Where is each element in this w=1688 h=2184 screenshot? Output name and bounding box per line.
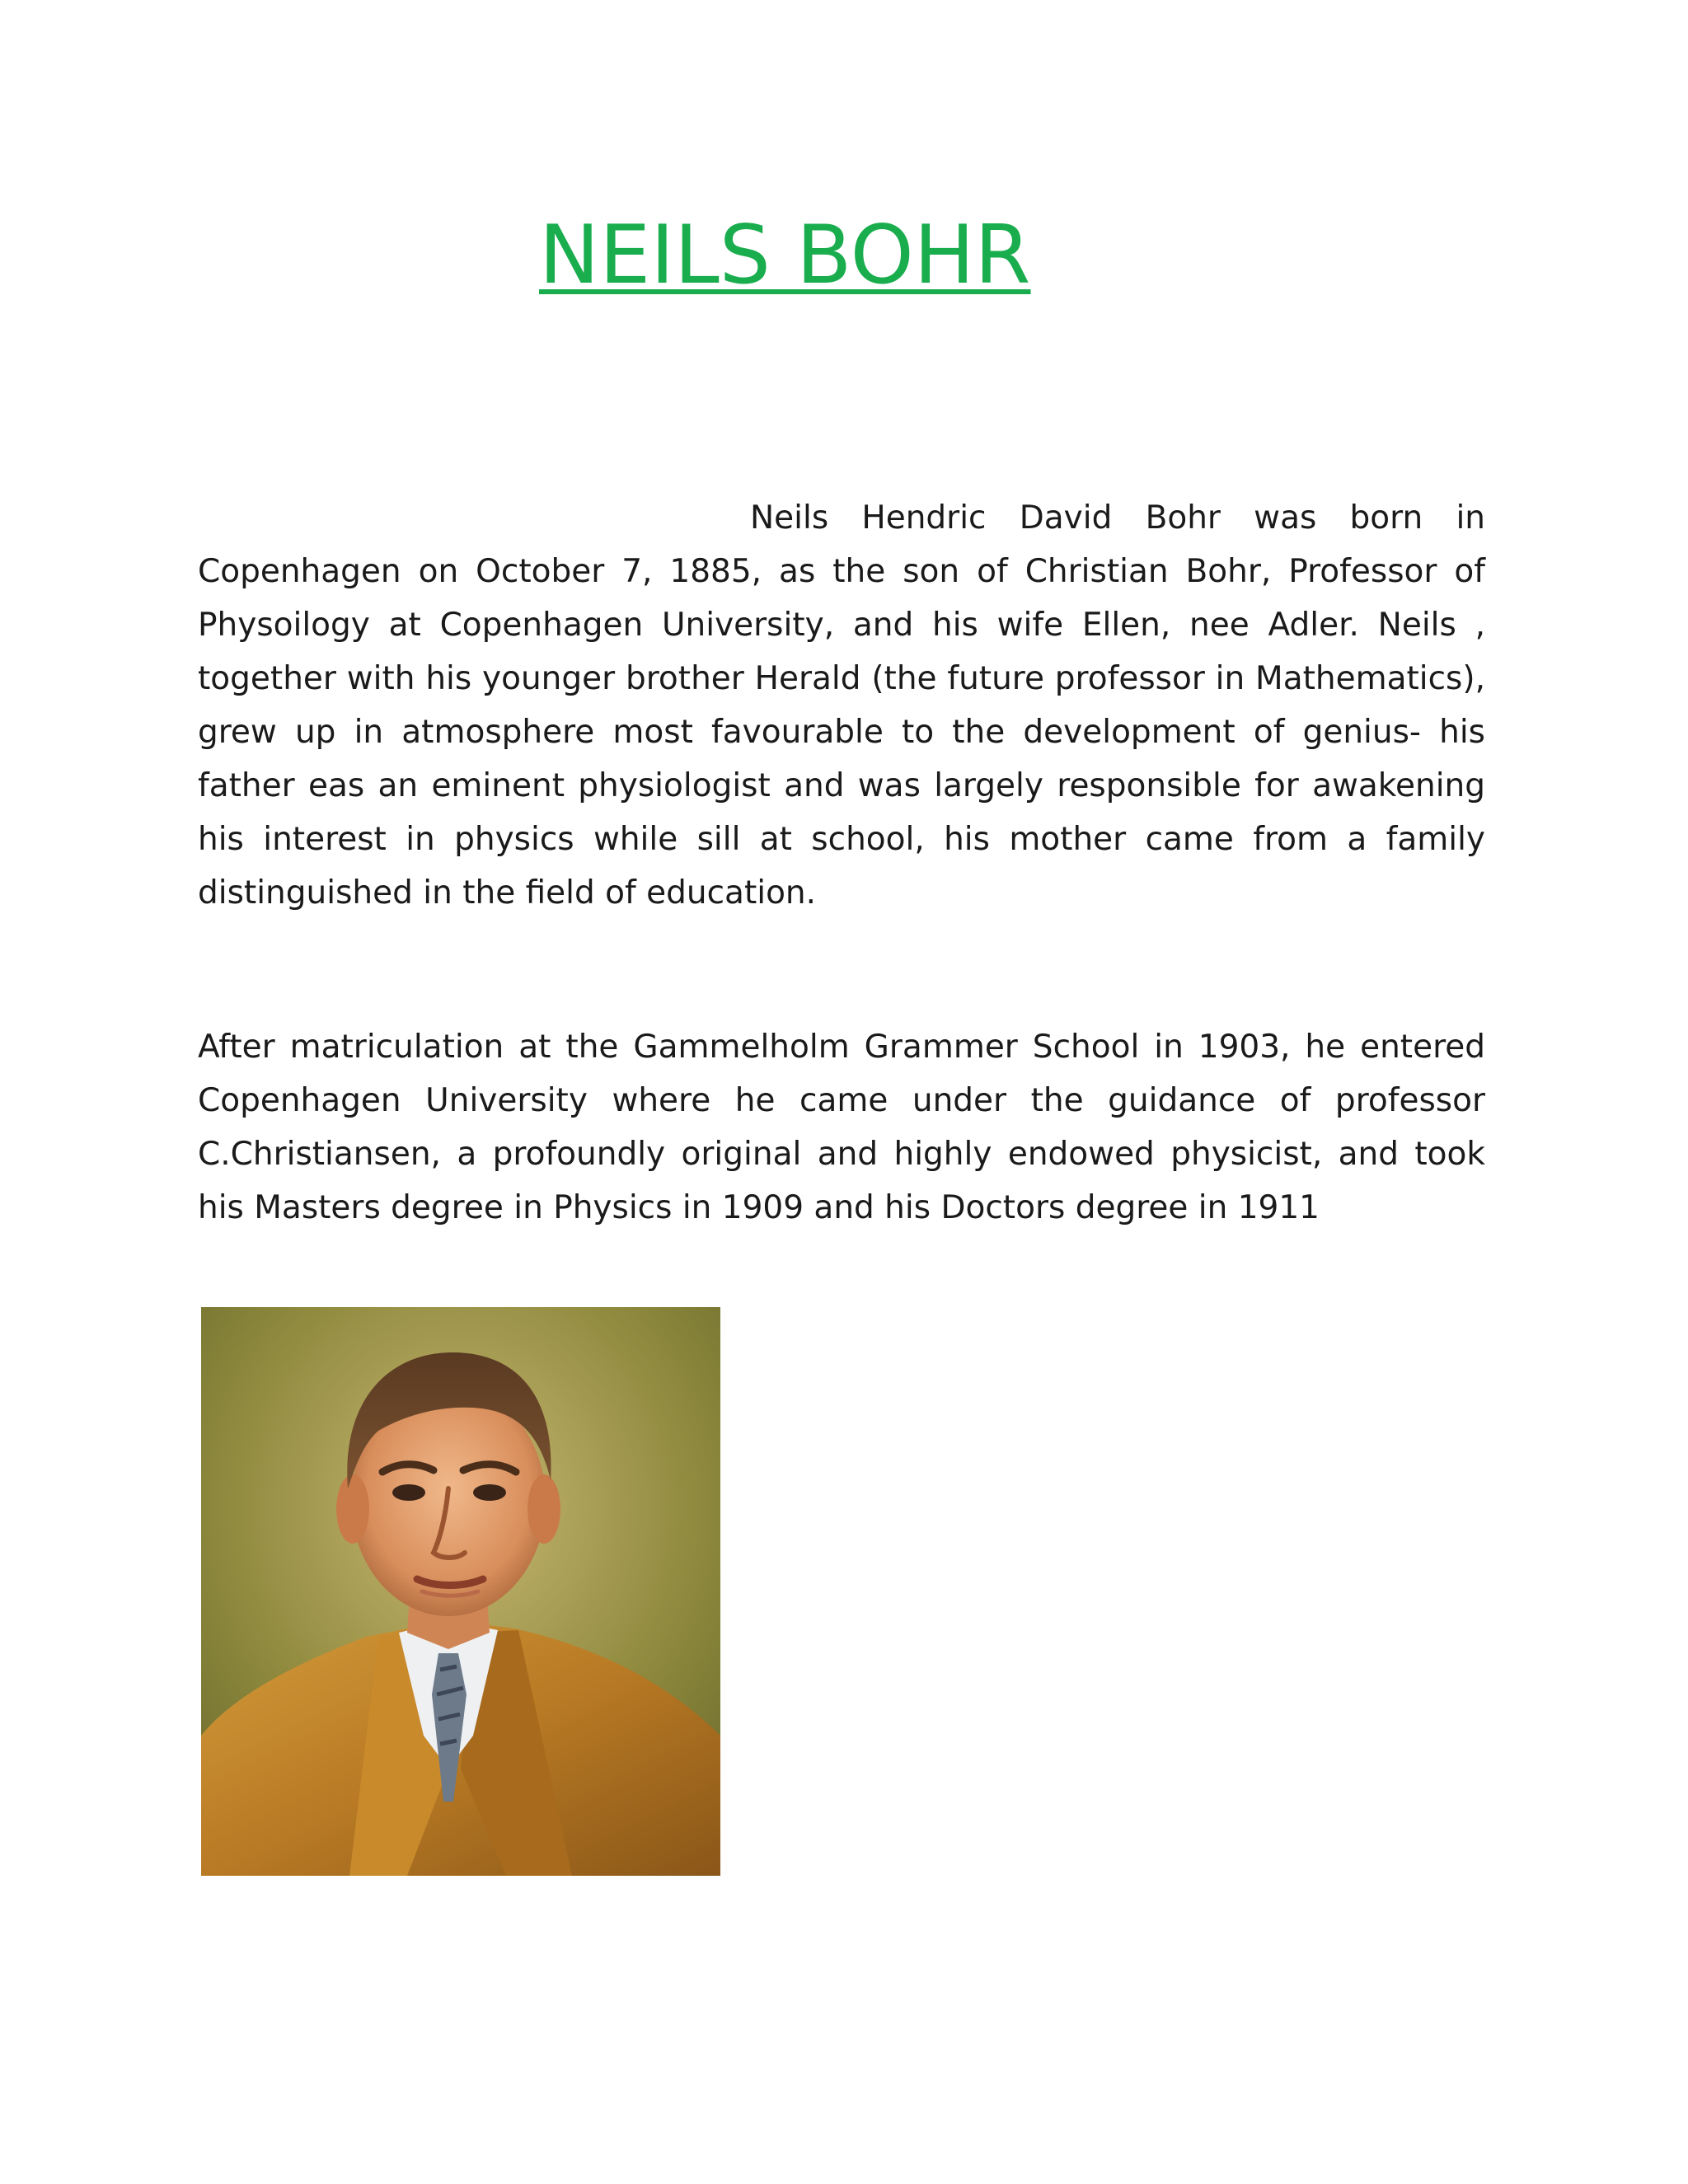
page-title: NEILS BOHR (539, 209, 1031, 302)
portrait-illustration (201, 1307, 720, 1876)
portrait-photo (201, 1307, 720, 1876)
paragraph-education: After matriculation at the Gammelholm Grammer School in 1903, he entered Copenhagen University where he came under the guidance of professor C.Christiansen, a profoundly original and highly endowed physicist, and took his Masters degree in Physics in 1909 and his Doctors degree in 1911 (198, 1029, 1485, 1226)
paragraph-biography: Neils Hendric David Bohr was born in Copenhagen on October 7, 1885, as the son of Christian Bohr, Professor of Physoilogy at Copenhagen University, and his wife Ellen, nee Adler. Neils , together with his younger brother Herald (the future professor in Mathematics), grew up in atmosphere most favourable to the development of genius- his father eas an eminent physiologist and was largely responsible for awakening his interest in physics while sill at school, his mother came from a family distinguished in the field of education. (198, 499, 1485, 912)
